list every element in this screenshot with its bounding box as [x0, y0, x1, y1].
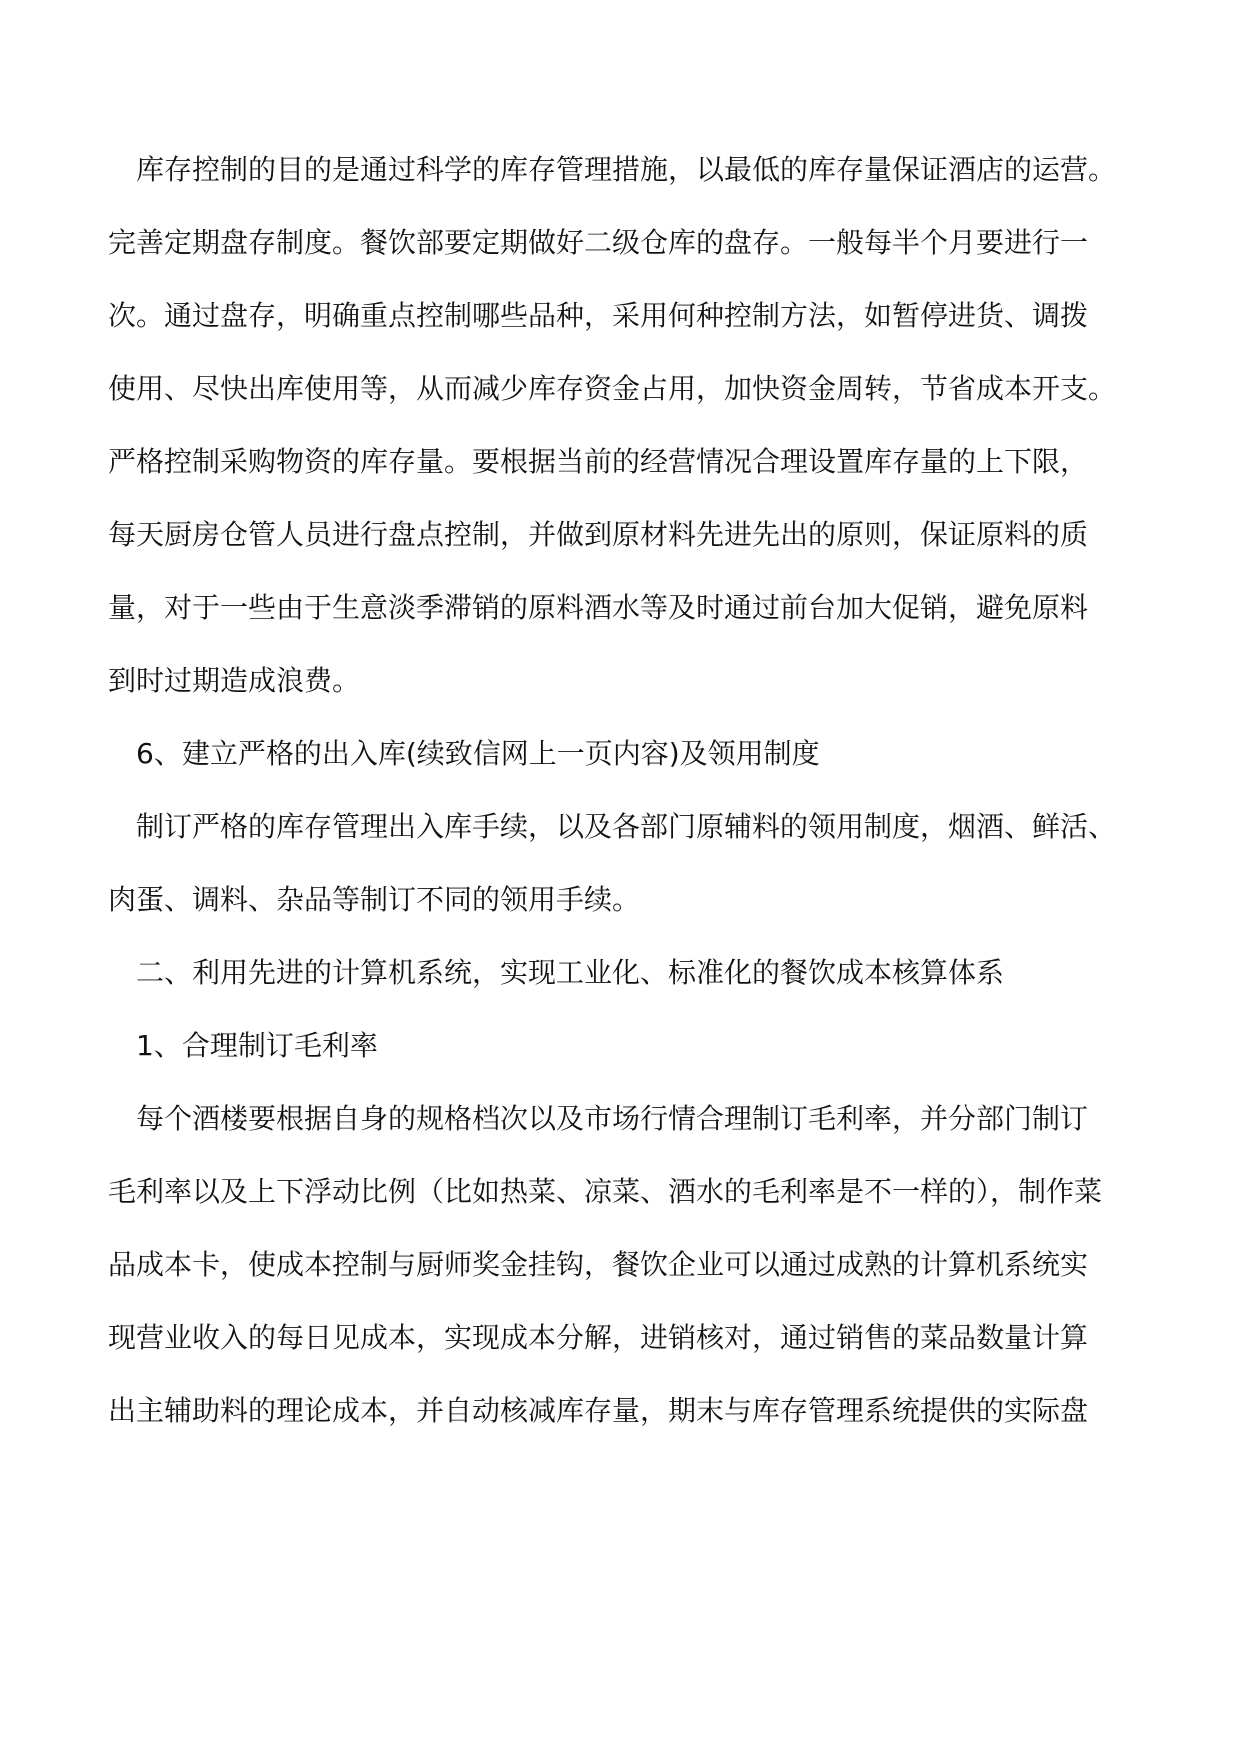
section-heading: 1、合理制订毛利率	[108, 1029, 378, 1062]
text-line: 次。通过盘存，明确重点控制哪些品种，采用何种控制方法，如暂停进货、调拨	[108, 299, 1089, 332]
text-line: 使用、尽快出库使用等，从而减少库存资金占用，加快资金周转，节省成本开支。	[108, 372, 1117, 405]
text-line: 制订严格的库存管理出入库手续，以及各部门原辅料的领用制度，烟酒、鲜活、	[108, 810, 1117, 843]
text-line: 出主辅助料的理论成本，并自动核减库存量，期末与库存管理系统提供的实际盘	[108, 1394, 1089, 1427]
text-line: 到时过期造成浪费。	[108, 664, 361, 697]
text-line: 量，对于一些由于生意淡季滞销的原料酒水等及时通过前台加大促销，避免原料	[108, 591, 1089, 624]
section-heading: 二、利用先进的计算机系统，实现工业化、标准化的餐饮成本核算体系	[108, 956, 1005, 989]
text-line: 肉蛋、调料、杂品等制订不同的领用手续。	[108, 883, 641, 916]
text-line: 严格控制采购物资的库存量。要根据当前的经营情况合理设置库存量的上下限，	[108, 445, 1089, 478]
text-line: 毛利率以及上下浮动比例（比如热菜、凉菜、酒水的毛利率是不一样的），制作菜	[108, 1175, 1103, 1208]
text-line: 品成本卡，使成本控制与厨师奖金挂钩，餐饮企业可以通过成熟的计算机系统实	[108, 1248, 1089, 1281]
text-line: 现营业收入的每日见成本，实现成本分解，进销核对，通过销售的菜品数量计算	[108, 1321, 1089, 1354]
text-line: 库存控制的目的是通过科学的库存管理措施，以最低的库存量保证酒店的运营。	[108, 153, 1117, 186]
section-heading: 6、建立严格的出入库(续致信网上一页内容)及领用制度	[108, 737, 820, 770]
text-line: 每个酒楼要根据自身的规格档次以及市场行情合理制订毛利率，并分部门制订	[108, 1102, 1089, 1135]
text-line: 每天厨房仓管人员进行盘点控制，并做到原材料先进先出的原则，保证原料的质	[108, 518, 1089, 551]
text-line: 完善定期盘存制度。餐饮部要定期做好二级仓库的盘存。一般每半个月要进行一	[108, 226, 1089, 259]
